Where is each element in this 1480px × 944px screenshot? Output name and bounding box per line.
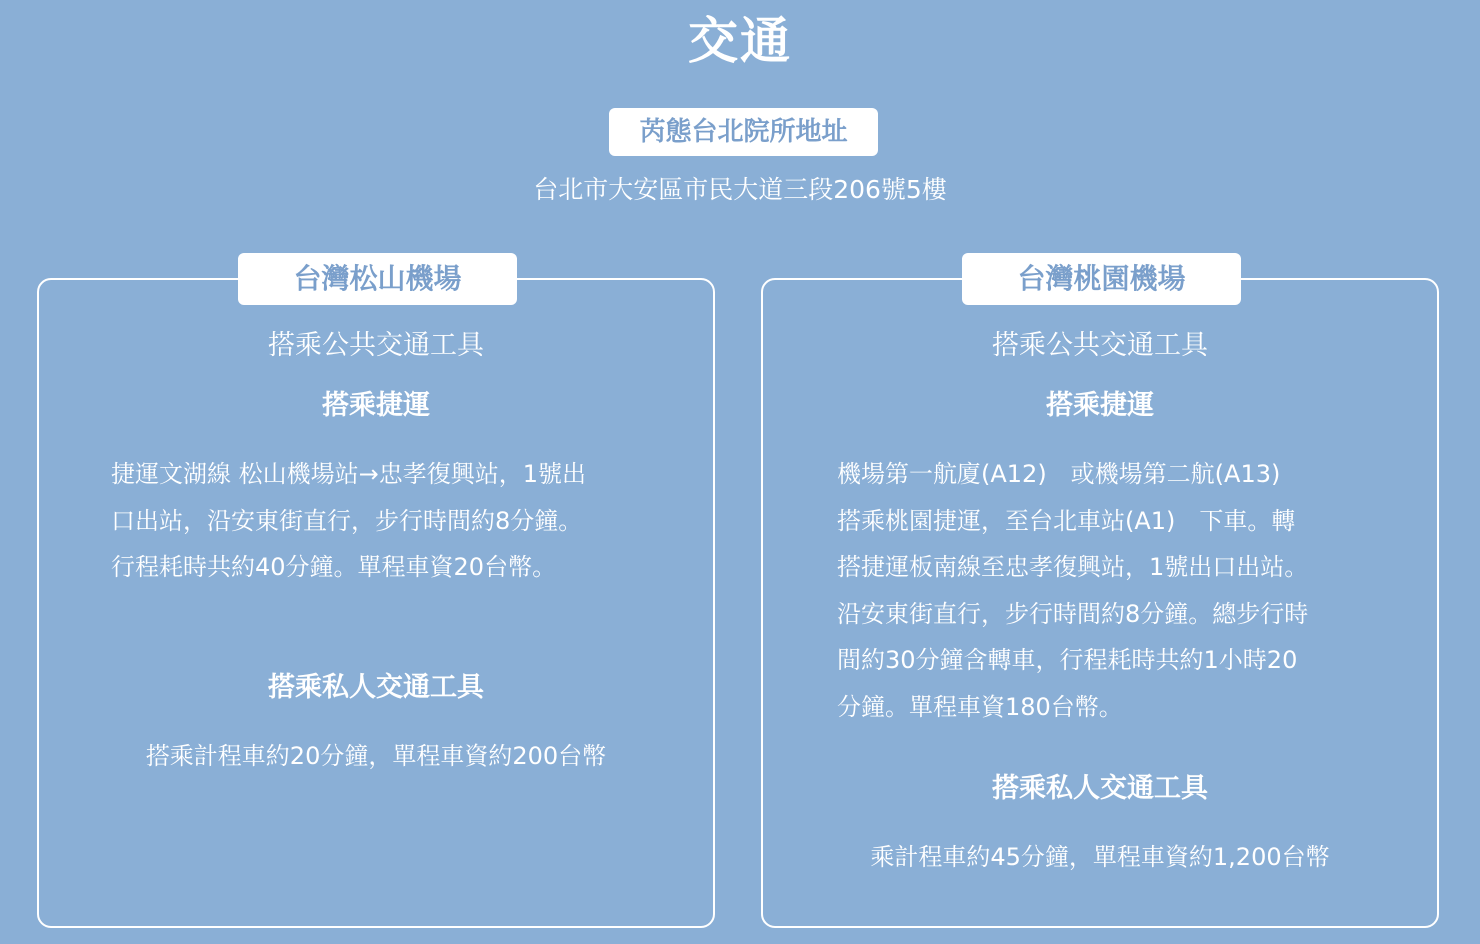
taoyuan-private-text: 乘計程車約45分鐘，單程車資約1,200台幣 <box>870 843 1330 871</box>
songshan-private-text: 搭乘計程車約20分鐘，單程車資約200台幣 <box>145 742 607 770</box>
songshan-mrt-line: 捷運文湖線 松山機場站→忠孝復興站，1號出 <box>111 460 587 488</box>
songshan-mrt-heading: 搭乘捷運 <box>322 390 430 421</box>
taoyuan-airport-card <box>761 262 1439 928</box>
taoyuan-mrt-heading: 搭乘捷運 <box>1046 390 1154 421</box>
taoyuan-airport-tag: 台灣桃園機場 <box>962 253 1241 305</box>
songshan-mrt-line: 口出站，沿安東街直行，步行時間約8分鐘。 <box>111 506 583 535</box>
taoyuan-private-heading: 搭乘私人交通工具 <box>992 773 1208 804</box>
page-title: 交通 <box>688 12 792 70</box>
taoyuan-mrt-line: 分鐘。單程車資180台幣。 <box>837 692 1123 721</box>
taoyuan-mrt-line: 間約30分鐘含轉車，行程耗時共約1小時20 <box>837 646 1298 674</box>
address-tag: 芮態台北院所地址 <box>609 108 878 156</box>
taoyuan-mrt-line: 機場第一航廈(A12) 或機場第二航(A13) <box>837 460 1281 488</box>
taoyuan-mrt-line: 沿安東街直行，步行時間約8分鐘。總步行時 <box>837 599 1309 628</box>
address-text: 台北市大安區市民大道三段206號5樓 <box>533 175 947 204</box>
songshan-public-transport-heading: 搭乘公共交通工具 <box>268 330 484 361</box>
songshan-airport-card <box>37 262 715 928</box>
songshan-airport-tag: 台灣松山機場 <box>238 253 517 305</box>
songshan-mrt-line: 行程耗時共約40分鐘。單程車資20台幣。 <box>111 553 557 581</box>
songshan-private-heading: 搭乘私人交通工具 <box>268 672 484 703</box>
songshan-mrt-description <box>111 451 651 591</box>
taoyuan-mrt-line: 搭乘桃園捷運，至台北車站(A1) 下車。轉 <box>837 506 1296 535</box>
taoyuan-public-transport-heading: 搭乘公共交通工具 <box>992 330 1208 361</box>
taoyuan-mrt-line: 搭捷運板南線至忠孝復興站，1號出口出站。 <box>837 553 1309 581</box>
taoyuan-mrt-description <box>837 451 1377 730</box>
